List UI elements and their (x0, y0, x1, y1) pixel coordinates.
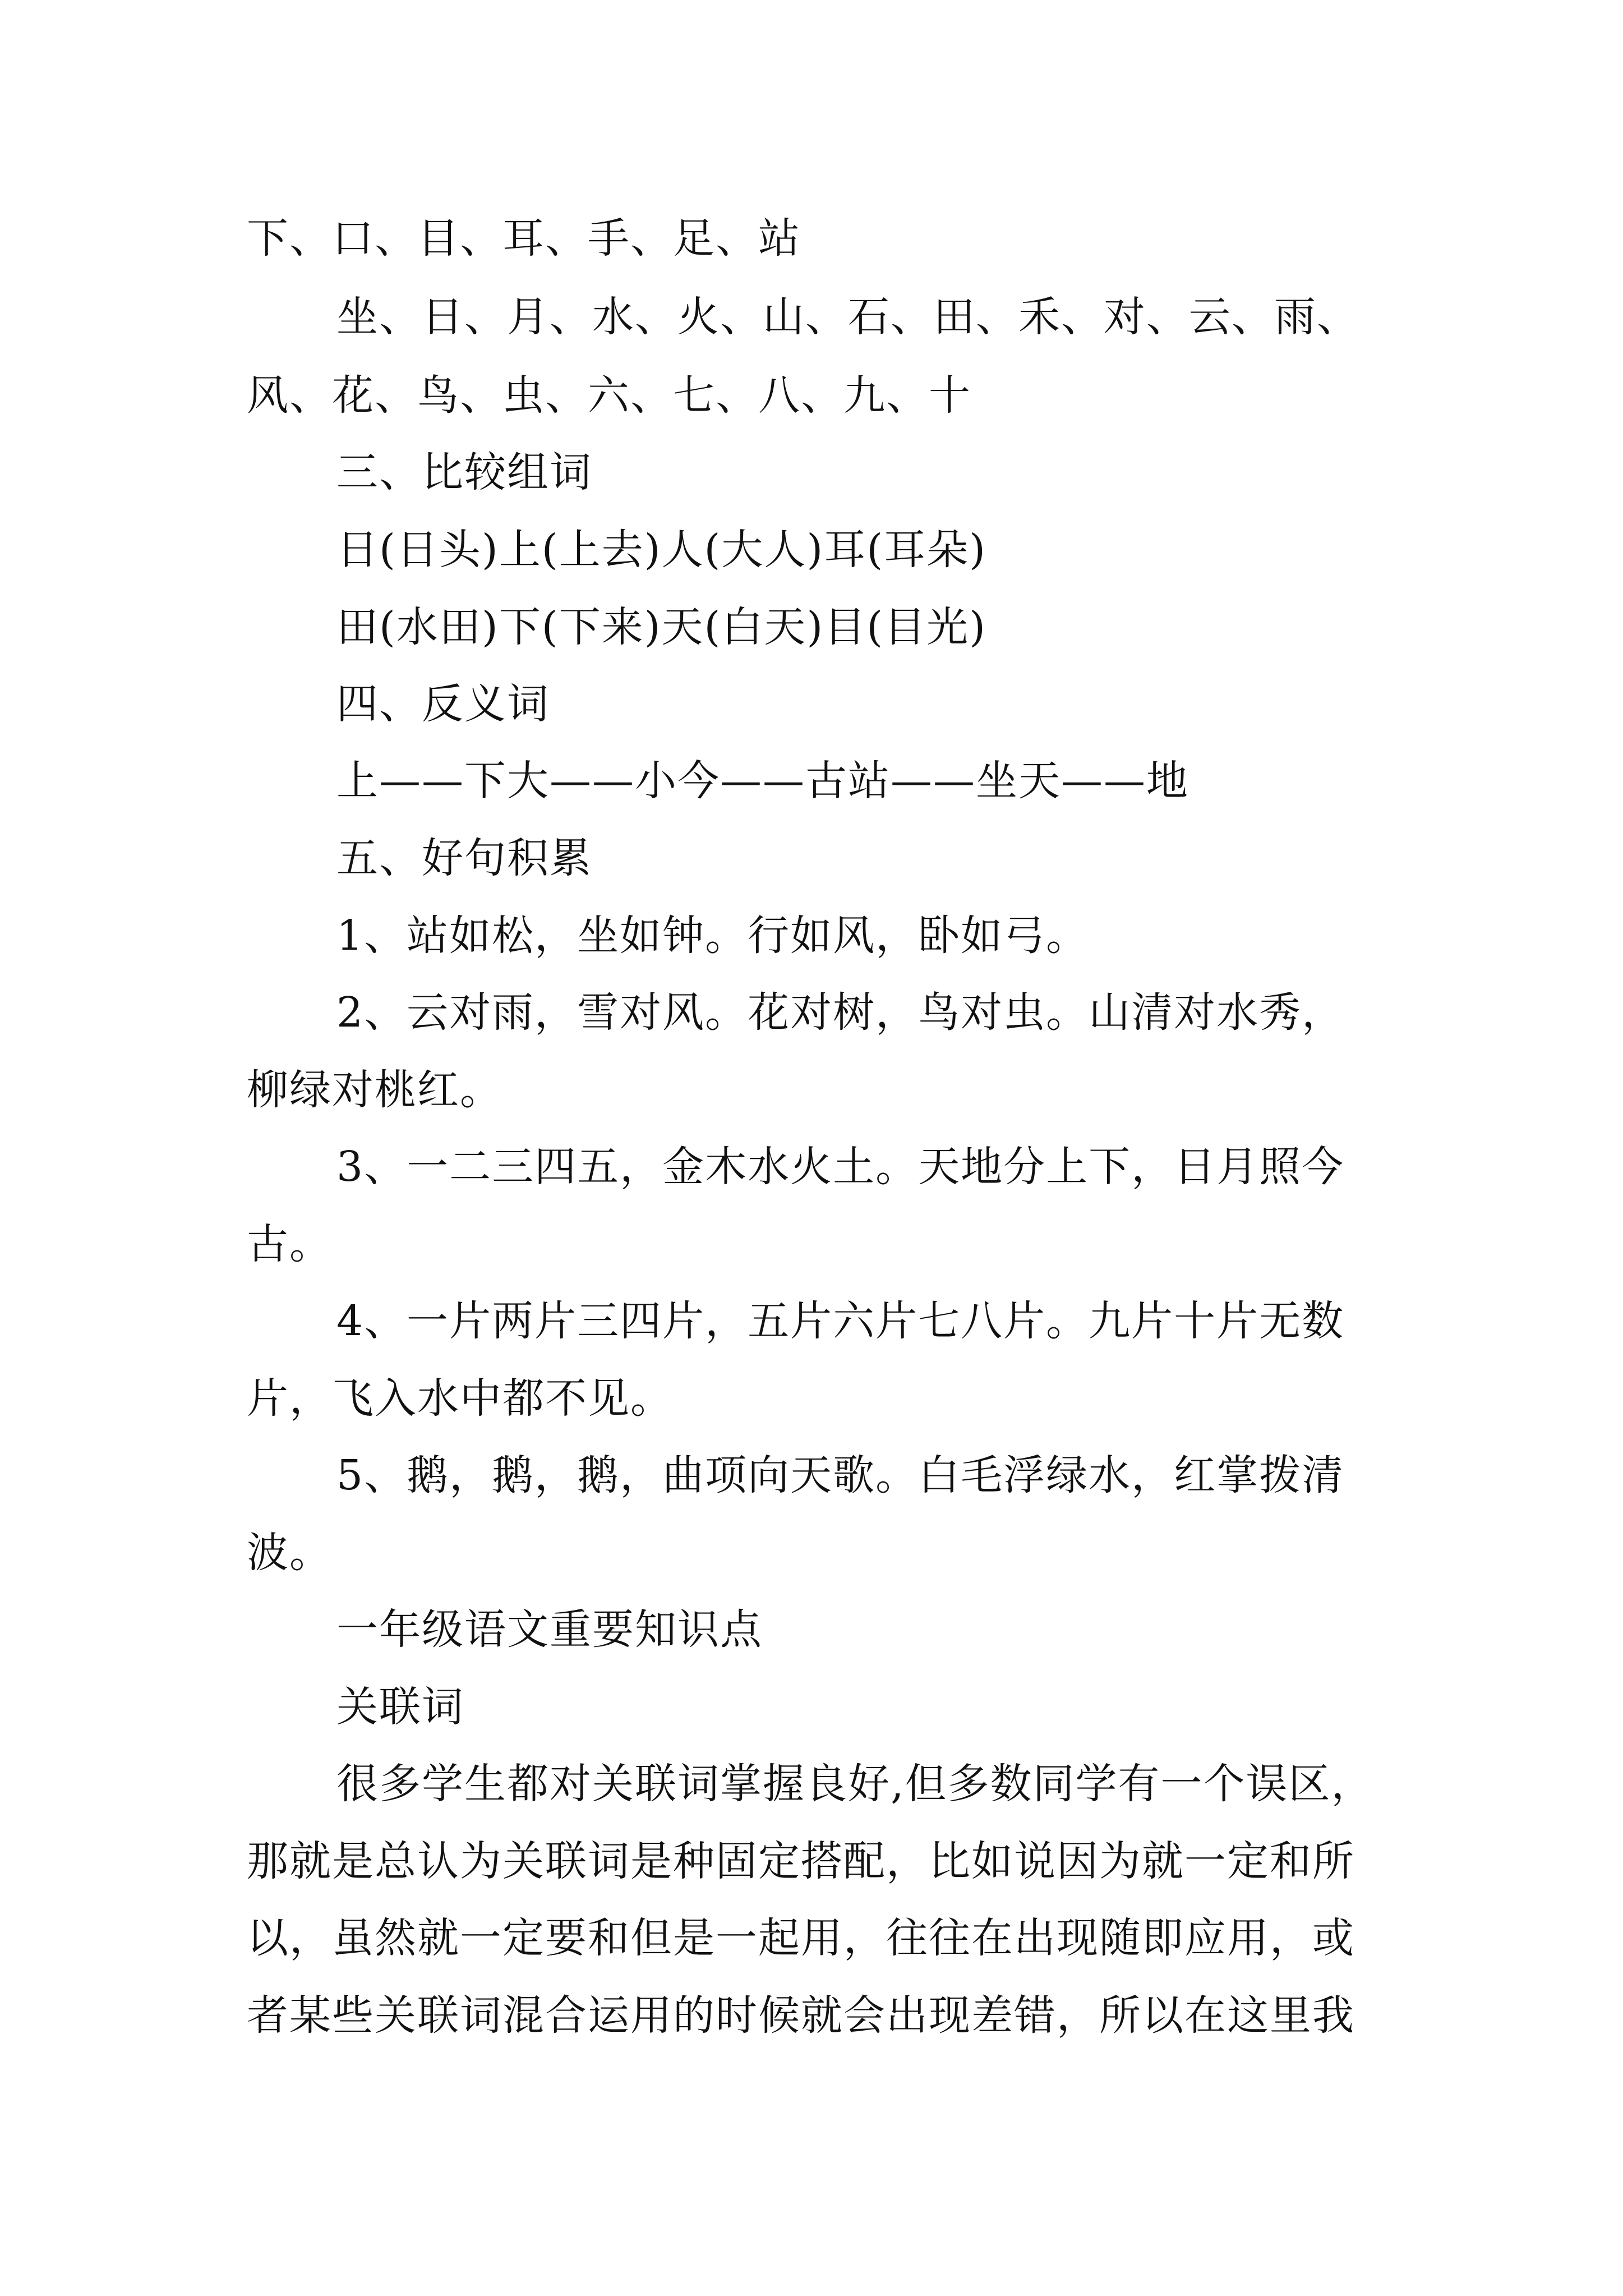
section-heading-compare: 三、比较组词 (336, 448, 592, 496)
text-line-14: 古。 (247, 1220, 332, 1268)
text-line-15: 4、一片两片三四片，五片六片七八片。九片十片无数 (336, 1297, 1345, 1345)
text-line-8: 上——下大——小今——古站——坐天——地 (336, 757, 1189, 805)
text-line-16: 片，飞入水中都不见。 (247, 1374, 673, 1423)
text-line-12: 柳绿对桃红。 (247, 1066, 502, 1114)
section-heading-sentences: 五、好句积累 (336, 834, 592, 882)
text-line-6: 田(水田)下(下来)天(白天)目(目光) (336, 603, 986, 651)
section-heading-knowledge: 一年级语文重要知识点 (336, 1605, 763, 1654)
text-line-23: 以，虽然就一定要和但是一起用，往往在出现随即应用，或 (247, 1914, 1355, 1962)
text-line-17: 5、鹅，鹅，鹅，曲项向天歌。白毛浮绿水，红掌拨清 (336, 1451, 1345, 1499)
text-line-22: 那就是总认为关联词是种固定搭配，比如说因为就一定和所 (247, 1837, 1355, 1885)
text-line-18: 波。 (247, 1529, 332, 1577)
text-line-1: 下、口、目、耳、手、足、站 (247, 214, 801, 263)
subheading-conjunctions: 关联词 (336, 1683, 464, 1731)
text-line-2: 坐、日、月、水、火、山、石、田、禾、对、云、雨、 (336, 293, 1359, 341)
text-line-13: 3、一二三四五，金木水火土。天地分上下，日月照今 (336, 1143, 1345, 1191)
text-line-10: 1、站如松，坐如钟。行如风，卧如弓。 (336, 912, 1089, 960)
section-heading-antonyms: 四、反义词 (336, 680, 550, 728)
text-line-5: 日(日头)上(上去)人(大人)耳(耳朵) (336, 526, 986, 574)
text-line-24: 者某些关联词混合运用的时候就会出现差错，所以在这里我 (247, 1991, 1355, 2040)
text-line-3: 风、花、鸟、虫、六、七、八、九、十 (247, 371, 971, 420)
text-line-21: 很多学生都对关联词掌握良好,但多数同学有一个误区， (336, 1760, 1374, 1808)
text-line-11: 2、云对雨，雪对风。花对树，鸟对虫。山清对水秀， (336, 988, 1345, 1037)
